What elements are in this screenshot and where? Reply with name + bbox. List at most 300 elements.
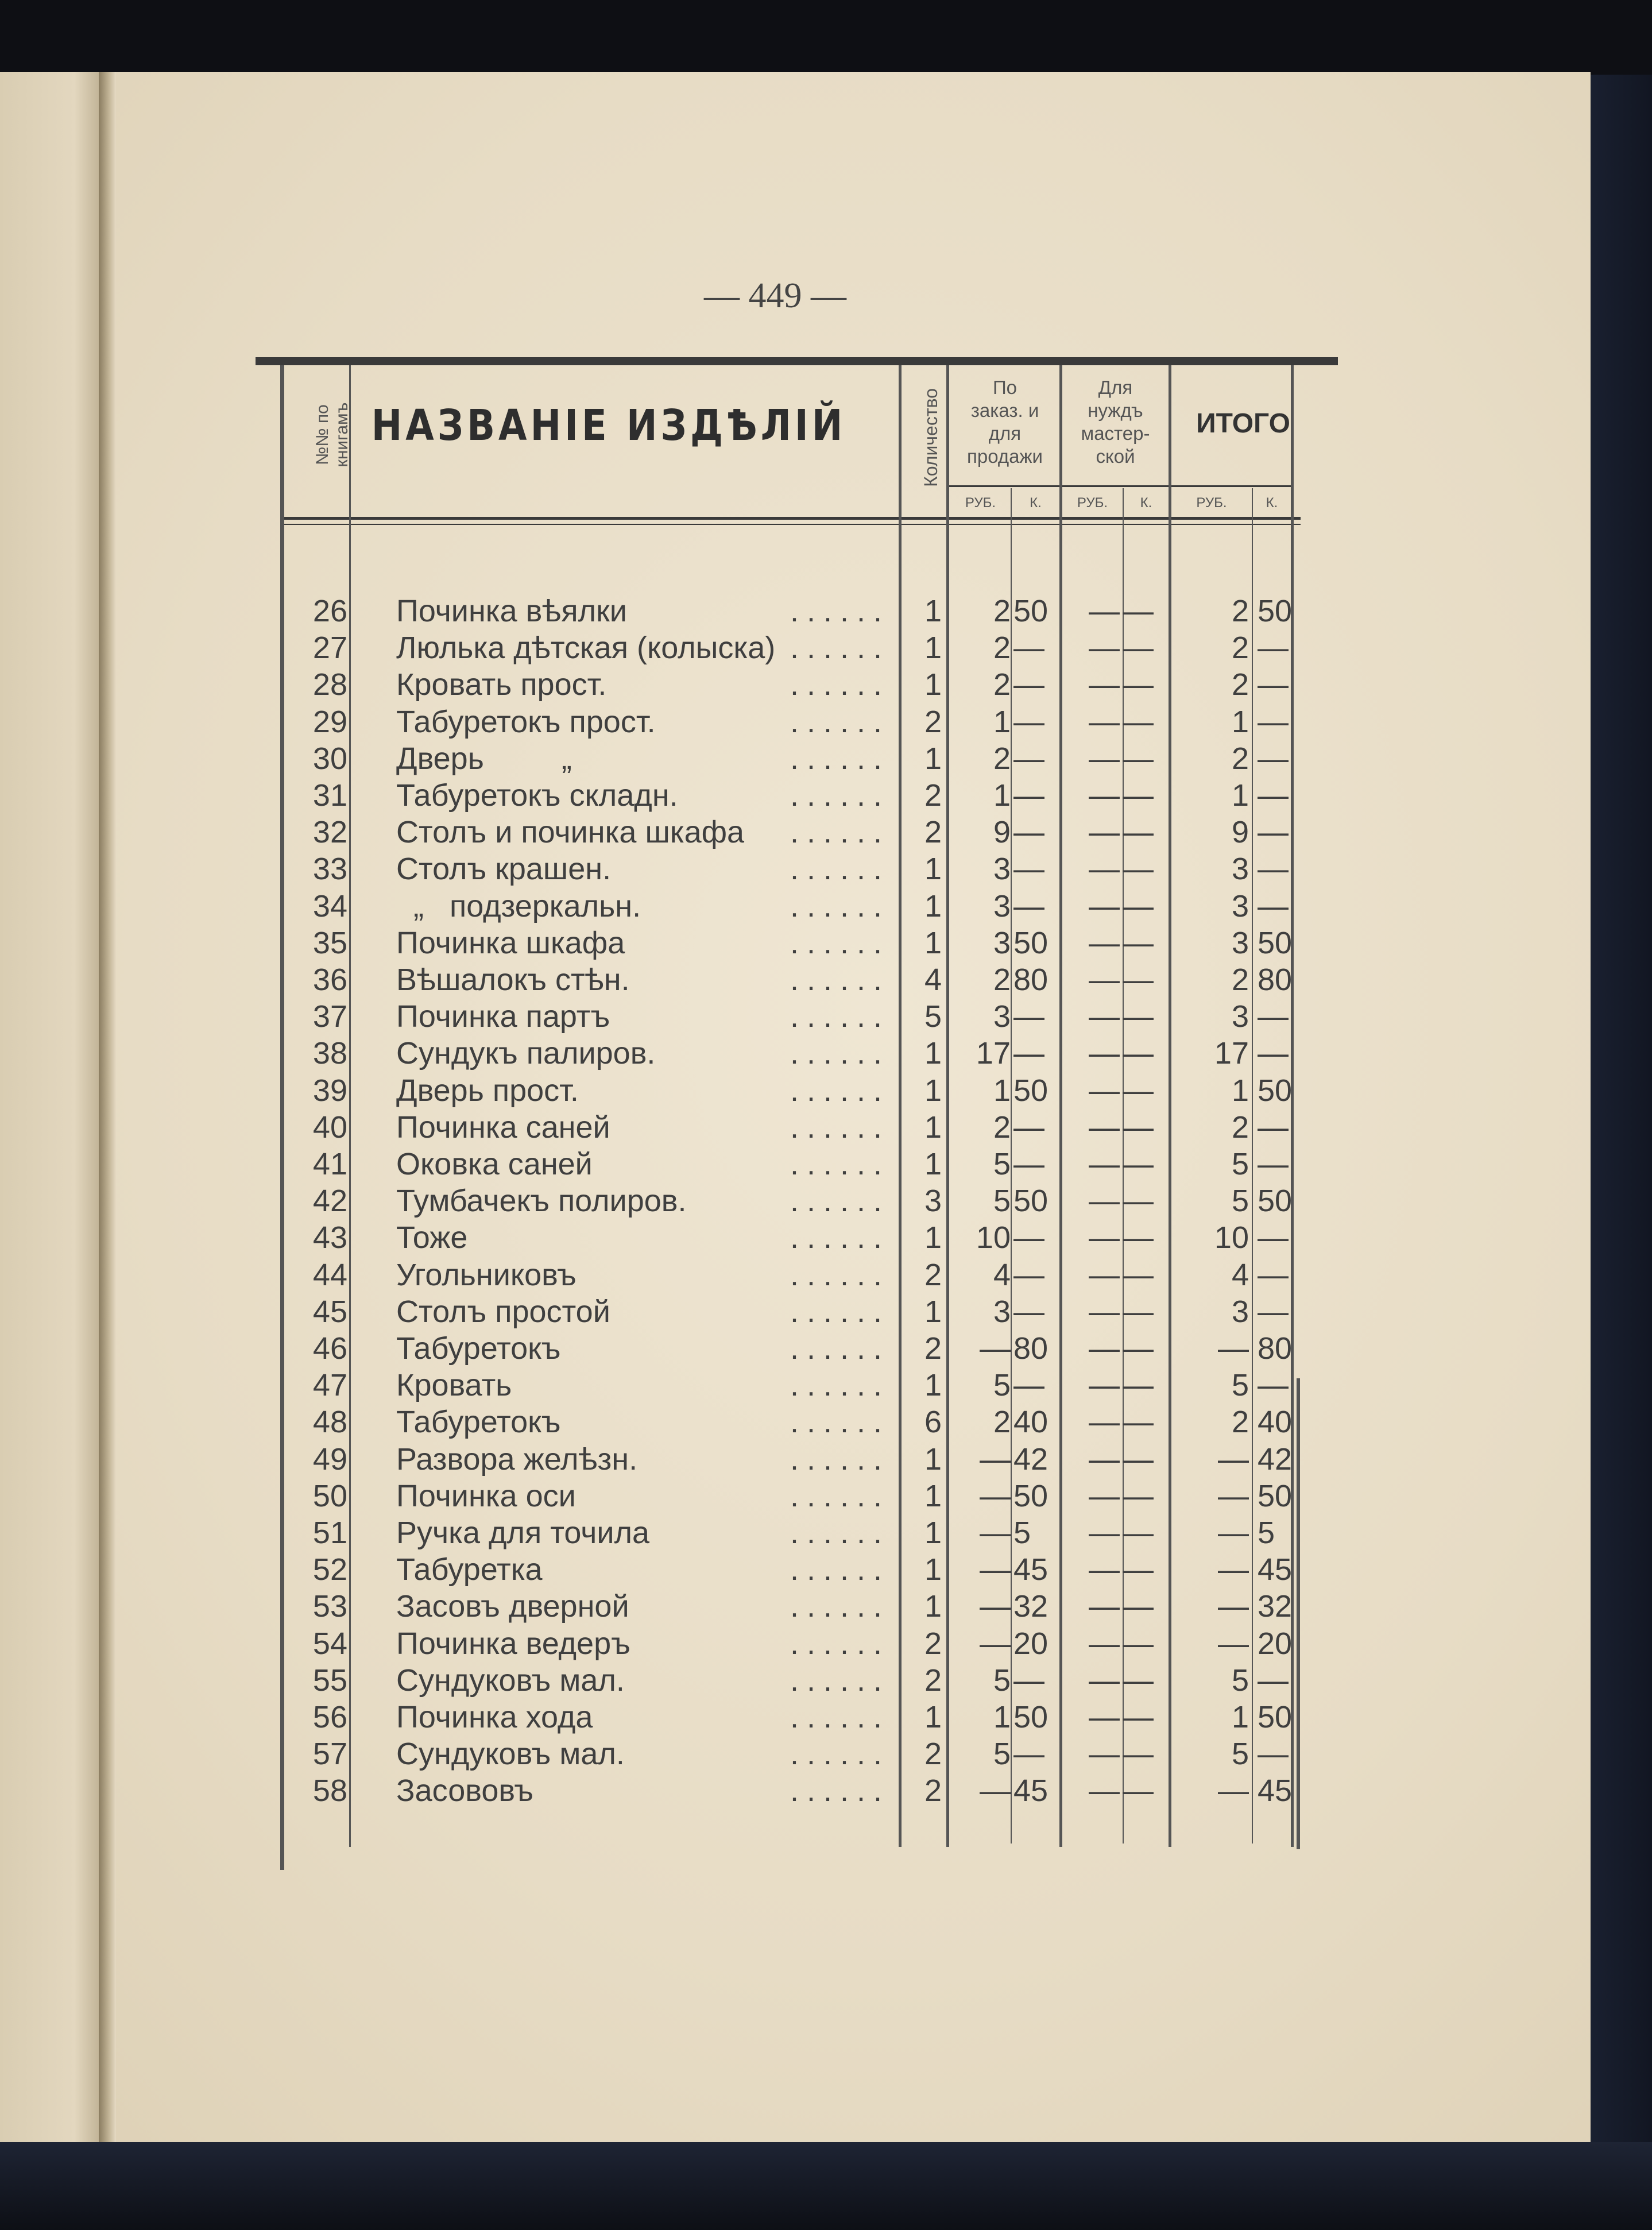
- row-number: 27: [312, 631, 347, 666]
- row-work-rub: —: [1089, 1737, 1120, 1772]
- row-total-kop: 50: [1258, 594, 1293, 628]
- row-order-rub: 3: [993, 888, 1011, 923]
- row-total-rub: 2: [1231, 594, 1249, 628]
- row-work-kop: —: [1123, 1331, 1154, 1366]
- row-quantity: 1: [924, 1478, 942, 1513]
- row-work-rub: —: [1089, 815, 1120, 850]
- leader-dots: ......: [790, 1478, 890, 1513]
- row-quantity: 2: [924, 1331, 942, 1366]
- row-order-kop: 45: [1013, 1773, 1049, 1808]
- row-order-kop: 5: [1013, 1516, 1031, 1550]
- table-row: [0, 740, 1652, 777]
- row-number: 41: [312, 1147, 347, 1181]
- table-row: [0, 666, 1652, 703]
- row-total-rub: —: [1218, 1331, 1249, 1366]
- row-quantity: 1: [924, 1552, 942, 1587]
- row-number: 40: [312, 1110, 347, 1145]
- row-quantity: 1: [924, 1441, 942, 1477]
- row-item-name: Сундуковъ мал.: [396, 1663, 625, 1698]
- row-quantity: 1: [924, 888, 942, 923]
- row-quantity: 4: [924, 963, 942, 997]
- row-order-rub: 9: [993, 815, 1011, 850]
- row-total-kop: —: [1258, 667, 1289, 702]
- row-order-rub: 3: [993, 1294, 1011, 1329]
- row-quantity: 2: [924, 815, 942, 850]
- table-row: [0, 1035, 1652, 1072]
- row-total-rub: 10: [1214, 1220, 1249, 1255]
- table-row: [0, 1072, 1652, 1109]
- leader-dots: ......: [790, 667, 890, 702]
- row-order-kop: —: [1013, 1036, 1044, 1071]
- row-quantity: 1: [924, 1294, 942, 1329]
- leader-dots: ......: [790, 704, 890, 739]
- row-order-kop: 42: [1013, 1441, 1049, 1477]
- row-work-kop: —: [1123, 1257, 1154, 1292]
- row-total-rub: 3: [1231, 1294, 1249, 1329]
- row-order-rub: 10: [976, 1220, 1011, 1255]
- row-item-name: Починка саней: [396, 1110, 610, 1145]
- row-total-rub: 4: [1231, 1257, 1249, 1292]
- row-total-rub: —: [1218, 1626, 1249, 1661]
- row-total-kop: 40: [1258, 1405, 1293, 1440]
- row-total-rub: 1: [1231, 778, 1249, 813]
- header-divider: [947, 485, 1292, 487]
- row-work-rub: —: [1089, 1110, 1120, 1145]
- row-item-name: Починка хода: [396, 1700, 593, 1734]
- row-work-kop: —: [1123, 1405, 1154, 1440]
- row-total-rub: —: [1218, 1441, 1249, 1477]
- table-row: [0, 1109, 1652, 1146]
- row-work-rub: —: [1089, 1478, 1120, 1513]
- row-work-rub: —: [1089, 963, 1120, 997]
- row-total-kop: 42: [1258, 1441, 1293, 1477]
- row-quantity: 1: [924, 1516, 942, 1550]
- row-number: 42: [312, 1184, 347, 1219]
- row-total-rub: 9: [1231, 815, 1249, 850]
- row-number: 28: [312, 667, 347, 702]
- row-item-name: Засововъ: [396, 1773, 534, 1808]
- row-item-name: Ручка для точила: [396, 1516, 650, 1550]
- row-order-kop: —: [1013, 778, 1044, 813]
- row-order-rub: —: [980, 1552, 1011, 1587]
- row-order-kop: —: [1013, 704, 1044, 739]
- row-work-rub: —: [1089, 778, 1120, 813]
- leader-dots: ......: [790, 1331, 890, 1366]
- row-total-rub: 5: [1231, 1737, 1249, 1772]
- row-order-kop: —: [1013, 1147, 1044, 1181]
- table-row: [0, 1182, 1652, 1219]
- row-total-kop: 50: [1258, 925, 1293, 960]
- row-total-rub: 2: [1231, 667, 1249, 702]
- row-total-rub: 2: [1231, 963, 1249, 997]
- row-total-kop: —: [1258, 704, 1289, 739]
- leader-dots: ......: [790, 1773, 890, 1808]
- row-work-kop: —: [1123, 1294, 1154, 1329]
- row-work-kop: —: [1123, 631, 1154, 666]
- table-row: [0, 1772, 1652, 1809]
- row-order-rub: 1: [993, 1073, 1011, 1108]
- row-order-rub: 4: [993, 1257, 1011, 1292]
- row-number: 45: [312, 1294, 347, 1329]
- row-order-rub: 5: [993, 1184, 1011, 1219]
- row-order-kop: —: [1013, 667, 1044, 702]
- row-quantity: 1: [924, 594, 942, 628]
- row-total-rub: 5: [1231, 1184, 1249, 1219]
- row-item-name: Табуретка: [396, 1552, 543, 1587]
- row-total-kop: —: [1258, 1737, 1289, 1772]
- row-work-kop: —: [1123, 1073, 1154, 1108]
- row-work-rub: —: [1089, 704, 1120, 739]
- row-item-name: Кровать: [396, 1368, 512, 1403]
- row-total-rub: 2: [1231, 631, 1249, 666]
- leader-dots: ......: [790, 1552, 890, 1587]
- row-number: 29: [312, 704, 347, 739]
- row-quantity: 1: [924, 667, 942, 702]
- row-order-kop: 40: [1013, 1405, 1049, 1440]
- row-order-kop: 50: [1013, 925, 1049, 960]
- header-bottom-rule: [284, 517, 1301, 520]
- row-order-rub: 2: [993, 594, 1011, 628]
- table-row: [0, 1736, 1652, 1772]
- row-number: 37: [312, 999, 347, 1034]
- row-work-rub: —: [1089, 1405, 1120, 1440]
- row-work-rub: —: [1089, 1147, 1120, 1181]
- header-book-number: №№ по книгамъ: [313, 402, 351, 467]
- row-order-kop: —: [1013, 888, 1044, 923]
- table-row: [0, 1257, 1652, 1293]
- row-order-rub: 2: [993, 631, 1011, 666]
- row-order-rub: —: [980, 1589, 1011, 1624]
- row-item-name: Табуретокъ складн.: [396, 778, 678, 813]
- row-work-rub: —: [1089, 852, 1120, 887]
- row-quantity: 2: [924, 1626, 942, 1661]
- row-quantity: 1: [924, 1073, 942, 1108]
- row-order-rub: 5: [993, 1147, 1011, 1181]
- row-total-kop: —: [1258, 815, 1289, 850]
- row-order-kop: —: [1013, 852, 1044, 887]
- row-quantity: 1: [924, 1700, 942, 1734]
- table-row: [0, 888, 1652, 925]
- header-quantity: Количество: [920, 388, 941, 487]
- row-quantity: 2: [924, 1257, 942, 1292]
- header-bottom-rule-2: [284, 524, 1301, 525]
- row-item-name: Сундуковъ мал.: [396, 1737, 625, 1772]
- row-quantity: 1: [924, 925, 942, 960]
- row-number: 49: [312, 1441, 347, 1477]
- row-quantity: 1: [924, 852, 942, 887]
- row-item-name: Оковка саней: [396, 1147, 593, 1181]
- row-number: 51: [312, 1516, 347, 1550]
- row-work-rub: —: [1089, 594, 1120, 628]
- row-number: 31: [312, 778, 347, 813]
- row-number: 48: [312, 1405, 347, 1440]
- row-order-kop: —: [1013, 1110, 1044, 1145]
- row-total-kop: —: [1258, 1147, 1289, 1181]
- row-item-name: Починка оси: [396, 1478, 576, 1513]
- row-work-kop: —: [1123, 1589, 1154, 1624]
- row-order-rub: 1: [993, 704, 1011, 739]
- row-work-kop: —: [1123, 778, 1154, 813]
- row-work-rub: —: [1089, 1220, 1120, 1255]
- table-row: [0, 1441, 1652, 1478]
- subheader-order-rub: РУБ.: [965, 495, 996, 511]
- row-order-rub: 2: [993, 1405, 1011, 1440]
- table-row: [0, 1330, 1652, 1367]
- row-total-rub: 5: [1231, 1368, 1249, 1403]
- row-work-kop: —: [1123, 1773, 1154, 1808]
- table-row: [0, 1478, 1652, 1514]
- row-number: 46: [312, 1331, 347, 1366]
- row-total-kop: 50: [1258, 1073, 1293, 1108]
- row-work-rub: —: [1089, 999, 1120, 1034]
- table-row: [0, 814, 1652, 851]
- row-total-kop: —: [1258, 1663, 1289, 1698]
- row-order-kop: 50: [1013, 1478, 1049, 1513]
- row-work-rub: —: [1089, 1036, 1120, 1071]
- row-total-kop: 50: [1258, 1700, 1293, 1734]
- row-item-name: Починка вѣялки: [396, 594, 627, 628]
- row-total-rub: 1: [1231, 704, 1249, 739]
- row-work-kop: —: [1123, 1220, 1154, 1255]
- table-row: [0, 1551, 1652, 1588]
- row-work-kop: —: [1123, 704, 1154, 739]
- header-item-name: НАЗВАНІЕ ИЗДѢЛІЙ: [371, 401, 846, 451]
- row-total-kop: —: [1258, 1110, 1289, 1145]
- leader-dots: ......: [790, 1368, 890, 1403]
- subheader-work-rub: РУБ.: [1077, 495, 1108, 511]
- row-work-rub: —: [1089, 1073, 1120, 1108]
- row-quantity: 5: [924, 999, 942, 1034]
- leader-dots: ......: [790, 1220, 890, 1255]
- row-total-kop: 20: [1258, 1626, 1293, 1661]
- row-work-rub: —: [1089, 925, 1120, 960]
- row-total-kop: —: [1258, 1036, 1289, 1071]
- row-work-kop: —: [1123, 1700, 1154, 1734]
- leader-dots: ......: [790, 1516, 890, 1550]
- leader-dots: ......: [790, 1663, 890, 1698]
- table-row: [0, 1219, 1652, 1256]
- leader-dots: ......: [790, 815, 890, 850]
- row-work-rub: —: [1089, 741, 1120, 776]
- row-number: 43: [312, 1220, 347, 1255]
- row-work-rub: —: [1089, 1700, 1120, 1734]
- row-total-rub: 5: [1231, 1663, 1249, 1698]
- row-quantity: 2: [924, 1663, 942, 1698]
- row-item-name: Угольниковъ: [396, 1257, 577, 1292]
- row-work-kop: —: [1123, 1184, 1154, 1219]
- row-number: 35: [312, 925, 347, 960]
- table-row: [0, 851, 1652, 887]
- leader-dots: ......: [790, 852, 890, 887]
- row-total-kop: —: [1258, 888, 1289, 923]
- row-work-rub: —: [1089, 667, 1120, 702]
- row-work-rub: —: [1089, 1257, 1120, 1292]
- row-quantity: 1: [924, 1036, 942, 1071]
- subheader-order-kop: К.: [1030, 495, 1042, 511]
- row-order-rub: —: [980, 1516, 1011, 1550]
- row-number: 55: [312, 1663, 347, 1698]
- row-order-kop: —: [1013, 1737, 1044, 1772]
- row-work-rub: —: [1089, 631, 1120, 666]
- row-order-rub: 3: [993, 925, 1011, 960]
- row-work-kop: —: [1123, 888, 1154, 923]
- row-work-kop: —: [1123, 1441, 1154, 1477]
- row-work-kop: —: [1123, 1552, 1154, 1587]
- row-total-rub: 2: [1231, 1405, 1249, 1440]
- table-row: [0, 777, 1652, 814]
- row-order-kop: —: [1013, 1257, 1044, 1292]
- row-quantity: 2: [924, 778, 942, 813]
- row-work-kop: —: [1123, 852, 1154, 887]
- leader-dots: ......: [790, 778, 890, 813]
- row-work-rub: —: [1089, 1773, 1120, 1808]
- row-order-rub: —: [980, 1773, 1011, 1808]
- row-item-name: „ подзеркальн.: [396, 888, 641, 923]
- row-item-name: Развора желѣзн.: [396, 1441, 638, 1477]
- table-row: [0, 1367, 1652, 1404]
- row-work-kop: —: [1123, 667, 1154, 702]
- row-quantity: 6: [924, 1405, 942, 1440]
- row-order-kop: —: [1013, 1220, 1044, 1255]
- table-row: [0, 1146, 1652, 1182]
- row-work-rub: —: [1089, 1552, 1120, 1587]
- row-total-kop: —: [1258, 741, 1289, 776]
- leader-dots: ......: [790, 1147, 890, 1181]
- row-total-kop: 80: [1258, 1331, 1293, 1366]
- row-quantity: 1: [924, 631, 942, 666]
- row-work-rub: —: [1089, 1184, 1120, 1219]
- row-work-kop: —: [1123, 999, 1154, 1034]
- row-work-rub: —: [1089, 1516, 1120, 1550]
- row-quantity: 1: [924, 1110, 942, 1145]
- row-total-rub: 2: [1231, 741, 1249, 776]
- row-number: 53: [312, 1589, 347, 1624]
- row-work-kop: —: [1123, 815, 1154, 850]
- row-total-rub: —: [1218, 1589, 1249, 1624]
- row-total-rub: 2: [1231, 1110, 1249, 1145]
- row-order-rub: 2: [993, 667, 1011, 702]
- row-work-rub: —: [1089, 1589, 1120, 1624]
- row-order-kop: 50: [1013, 594, 1049, 628]
- row-work-kop: —: [1123, 741, 1154, 776]
- page-number: — 449 —: [704, 276, 846, 315]
- row-order-kop: —: [1013, 1368, 1044, 1403]
- row-work-kop: —: [1123, 1110, 1154, 1145]
- row-number: 39: [312, 1073, 347, 1108]
- table-row: [0, 1293, 1652, 1330]
- row-total-kop: 32: [1258, 1589, 1293, 1624]
- row-work-kop: —: [1123, 1737, 1154, 1772]
- table-row: [0, 629, 1652, 666]
- row-work-rub: —: [1089, 1331, 1120, 1366]
- leader-dots: ......: [790, 1700, 890, 1734]
- row-total-kop: 50: [1258, 1478, 1293, 1513]
- header-orders: По заказ. и для продажи: [967, 377, 1043, 467]
- row-quantity: 2: [924, 1773, 942, 1808]
- table-row: [0, 1699, 1652, 1736]
- row-work-rub: —: [1089, 888, 1120, 923]
- row-order-rub: 5: [993, 1663, 1011, 1698]
- row-total-rub: —: [1218, 1773, 1249, 1808]
- subheader-work-kop: К.: [1140, 495, 1152, 511]
- row-number: 57: [312, 1737, 347, 1772]
- row-item-name: Кровать прост.: [396, 667, 607, 702]
- row-number: 58: [312, 1773, 347, 1808]
- row-total-rub: 3: [1231, 888, 1249, 923]
- row-total-rub: 3: [1231, 999, 1249, 1034]
- row-order-kop: 32: [1013, 1589, 1049, 1624]
- row-work-kop: —: [1123, 1516, 1154, 1550]
- row-total-kop: —: [1258, 999, 1289, 1034]
- row-total-rub: 17: [1214, 1036, 1249, 1071]
- leader-dots: ......: [790, 1036, 890, 1071]
- row-total-rub: —: [1218, 1516, 1249, 1550]
- row-item-name: Починка партъ: [396, 999, 610, 1034]
- table-row: [0, 704, 1652, 740]
- row-order-kop: 80: [1013, 963, 1049, 997]
- row-order-rub: 1: [993, 778, 1011, 813]
- leader-dots: ......: [790, 999, 890, 1034]
- row-order-kop: —: [1013, 999, 1044, 1034]
- row-item-name: Починка шкафа: [396, 925, 625, 960]
- row-order-kop: —: [1013, 815, 1044, 850]
- row-total-rub: 1: [1231, 1073, 1249, 1108]
- table-row: [0, 593, 1652, 629]
- row-order-kop: —: [1013, 741, 1044, 776]
- table-row: [0, 925, 1652, 961]
- leader-dots: ......: [790, 1073, 890, 1108]
- row-quantity: 2: [924, 704, 942, 739]
- row-order-rub: 3: [993, 999, 1011, 1034]
- row-total-kop: —: [1258, 1294, 1289, 1329]
- row-order-kop: —: [1013, 631, 1044, 666]
- row-number: 50: [312, 1478, 347, 1513]
- subheader-total-rub: РУБ.: [1196, 495, 1227, 511]
- row-work-kop: —: [1123, 1147, 1154, 1181]
- leader-dots: ......: [790, 1294, 890, 1329]
- row-order-kop: 50: [1013, 1073, 1049, 1108]
- row-quantity: 1: [924, 741, 942, 776]
- row-work-kop: —: [1123, 1626, 1154, 1661]
- row-item-name: Засовъ дверной: [396, 1589, 629, 1624]
- row-total-rub: 3: [1231, 925, 1249, 960]
- row-total-kop: 5: [1258, 1516, 1275, 1550]
- row-work-rub: —: [1089, 1626, 1120, 1661]
- subheader-total-kop: К.: [1266, 495, 1278, 511]
- row-work-kop: —: [1123, 1368, 1154, 1403]
- table-row: [0, 1625, 1652, 1662]
- row-order-rub: 17: [976, 1036, 1011, 1071]
- leader-dots: ......: [790, 888, 890, 923]
- row-item-name: Починка ведеръ: [396, 1626, 630, 1661]
- row-order-rub: 5: [993, 1737, 1011, 1772]
- row-work-kop: —: [1123, 925, 1154, 960]
- row-order-rub: —: [980, 1441, 1011, 1477]
- row-work-kop: —: [1123, 594, 1154, 628]
- row-item-name: Табуретокъ: [396, 1331, 561, 1366]
- leader-dots: ......: [790, 1737, 890, 1772]
- row-order-rub: —: [980, 1331, 1011, 1366]
- book-bottom-edge: [0, 2142, 1652, 2230]
- row-number: 44: [312, 1257, 347, 1292]
- leader-dots: ......: [790, 1184, 890, 1219]
- row-quantity: 3: [924, 1184, 942, 1219]
- row-number: 32: [312, 815, 347, 850]
- row-work-rub: —: [1089, 1368, 1120, 1403]
- row-total-kop: —: [1258, 1220, 1289, 1255]
- row-number: 36: [312, 963, 347, 997]
- row-item-name: Вѣшалокъ стѣн.: [396, 963, 630, 997]
